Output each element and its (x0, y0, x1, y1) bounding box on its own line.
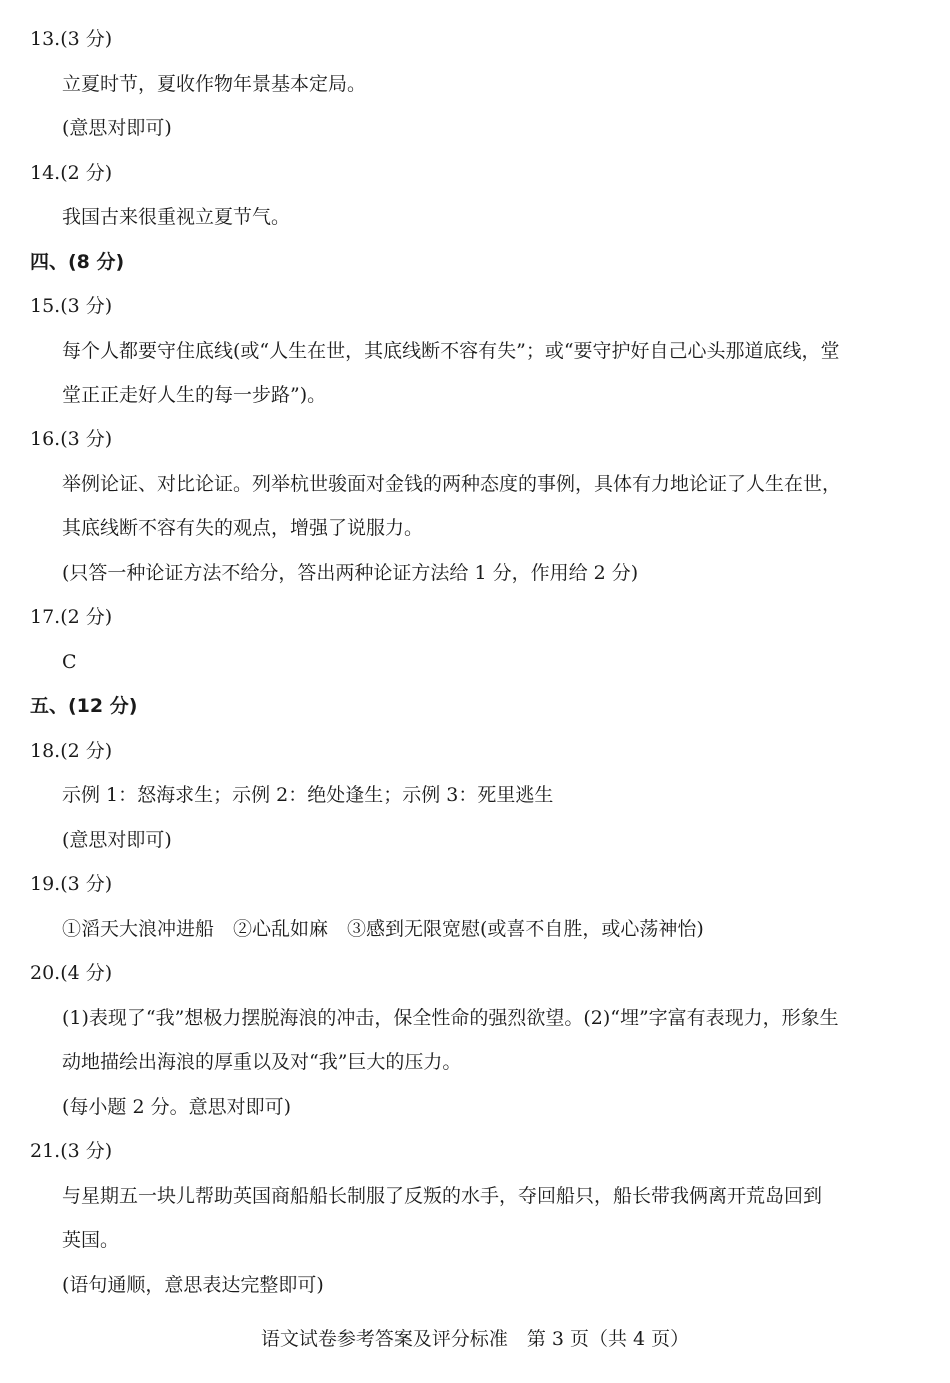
answer-20-line-1: (1)表现了“我”想极力摆脱海浪的冲击，保全性命的强烈欲望。(2)“埋”字富有表现力，形象生 (62, 1007, 839, 1029)
grading-note-13: (意思对即可) (62, 117, 172, 139)
answer-15-line-2: 堂正正走好人生的每一步路”)。 (62, 384, 327, 406)
section-4-header: 四、(8 分) (30, 251, 125, 273)
question-13-header: 13.(3 分) (30, 28, 113, 50)
answer-18: 示例 1：怒海求生；示例 2：绝处逢生；示例 3：死里逃生 (62, 784, 554, 806)
question-15-header: 15.(3 分) (30, 295, 113, 317)
question-19-header: 19.(3 分) (30, 873, 113, 895)
grading-note-18: (意思对即可) (62, 829, 172, 851)
answer-16-line-1: 举例论证、对比论证。列举杭世骏面对金钱的两种态度的事例，具体有力地论证了人生在世， (62, 473, 842, 495)
question-16-header: 16.(3 分) (30, 428, 113, 450)
answer-17: C (62, 651, 77, 673)
grading-note-20: (每小题 2 分。意思对即可) (62, 1096, 291, 1118)
answer-15-line-1: 每个人都要守住底线(或“人生在世，其底线断不容有失”；或“要守护好自己心头那道底线，堂 (62, 340, 840, 362)
answer-13: 立夏时节，夏收作物年景基本定局。 (62, 73, 367, 95)
question-21-header: 21.(3 分) (30, 1140, 113, 1162)
page-footer: 语文试卷参考答案及评分标准 第 3 页（共 4 页） (260, 1328, 690, 1350)
answer-20-line-2: 动地描绘出海浪的厚重以及对“我”巨大的压力。 (62, 1051, 462, 1073)
answer-14: 我国古来很重视立夏节气。 (62, 206, 291, 228)
answer-21-line-1: 与星期五一块儿帮助英国商船船长制服了反叛的水手，夺回船只，船长带我俩离开荒岛回到 (62, 1185, 823, 1207)
answer-21-line-2: 英国。 (62, 1229, 120, 1251)
question-20-header: 20.(4 分) (30, 962, 113, 984)
grading-note-21: (语句通顺，意思表达完整即可) (62, 1274, 324, 1296)
answer-19: ①滔天大浪冲进船 ②心乱如麻 ③感到无限宽慰(或喜不自胜，或心荡神怡) (62, 918, 704, 940)
question-18-header: 18.(2 分) (30, 740, 113, 762)
grading-note-16: (只答一种论证方法不给分，答出两种论证方法给 1 分，作用给 2 分) (62, 562, 639, 584)
question-17-header: 17.(2 分) (30, 606, 113, 628)
answer-16-line-2: 其底线断不容有失的观点，增强了说服力。 (62, 517, 424, 539)
section-5-header: 五、(12 分) (30, 695, 138, 717)
question-14-header: 14.(2 分) (30, 162, 113, 184)
